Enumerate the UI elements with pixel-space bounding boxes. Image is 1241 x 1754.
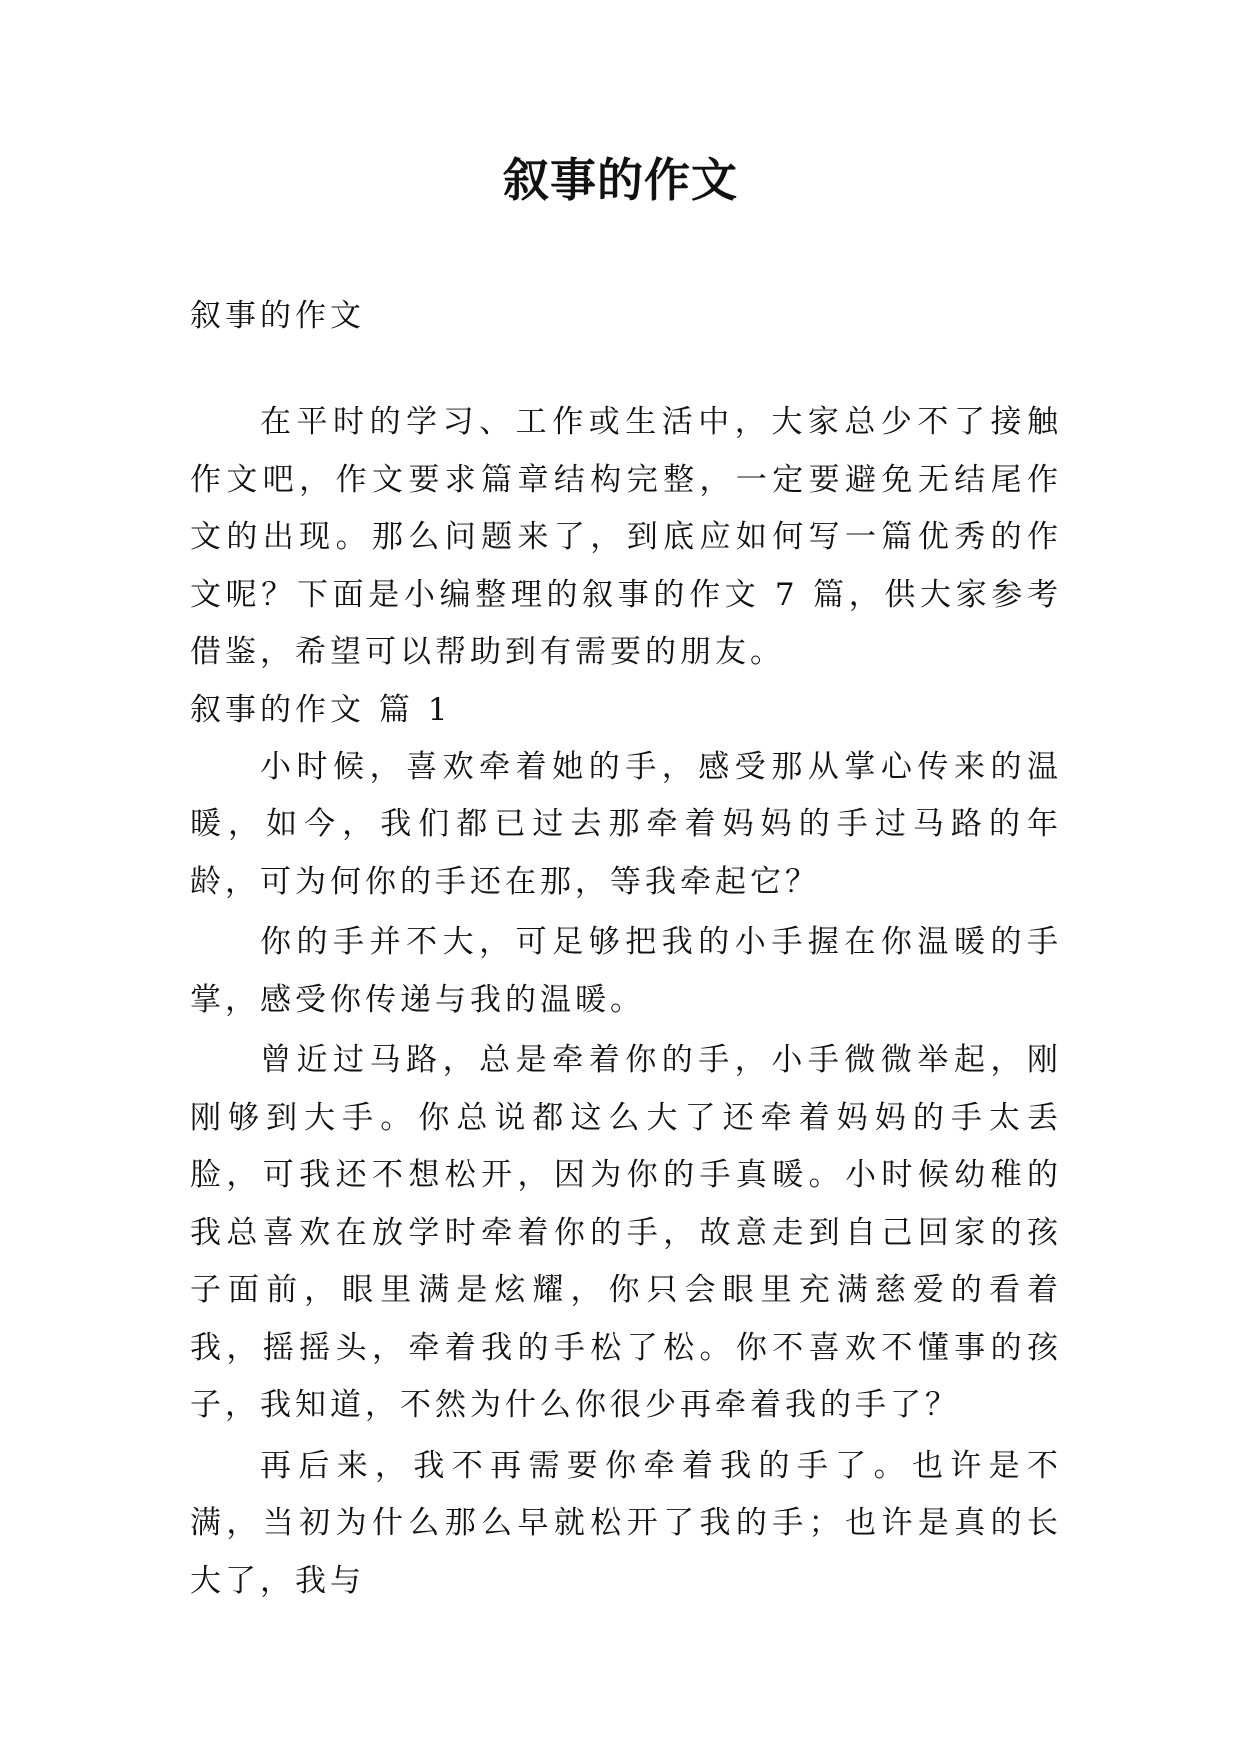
document-title: 叙事的作文 <box>503 153 738 207</box>
section-heading: 叙事的作文 篇 1 <box>190 691 452 728</box>
intro-paragraph: 在平时的学习、工作或生活中，大家总少不了接触作文吧，作文要求篇章结构完整，一定要避免无结尾作文的出现。那么问题来了，到底应如何写一篇优秀的作文呢？下面是小编整理的叙事的作文 7 篇，供大家参考借鉴，希望可以帮助到有需要的朋友。 <box>190 404 1062 670</box>
body-paragraph-3: 曾近过马路，总是牵着你的手，小手微微举起，刚刚够到大手。你总说都这么大了还牵着妈妈的手太丢脸，可我还不想松开，因为你的手真暖。小时候幼稚的我总喜欢在放学时牵着你的手，故意走到自己回家的孩子面前，眼里满是炫耀，你只会眼里充满慈爱的看着我，摇摇头，牵着我的手松了松。你不喜欢不懂事的孩子，我知道，不然为什么你很少再牵着我的手了？ <box>190 1042 1062 1423</box>
body-paragraph-1: 小时候，喜欢牵着她的手，感受那从掌心传来的温暖，如今，我们都已过去那牵着妈妈的手过马路的年龄，可为何你的手还在那，等我牵起它？ <box>190 748 1062 900</box>
body-paragraph-2: 你的手并不大，可足够把我的小手握在你温暖的手掌，感受你传递与我的温暖。 <box>190 924 1062 1018</box>
document-body <box>190 286 1062 1610</box>
body-paragraph-4: 再后来，我不再需要你牵着我的手了。也许是不满，当初为什么那么早就松开了我的手；也许是真的长大了，我与 <box>190 1447 1062 1599</box>
document-subtitle: 叙事的作文 <box>190 298 365 334</box>
